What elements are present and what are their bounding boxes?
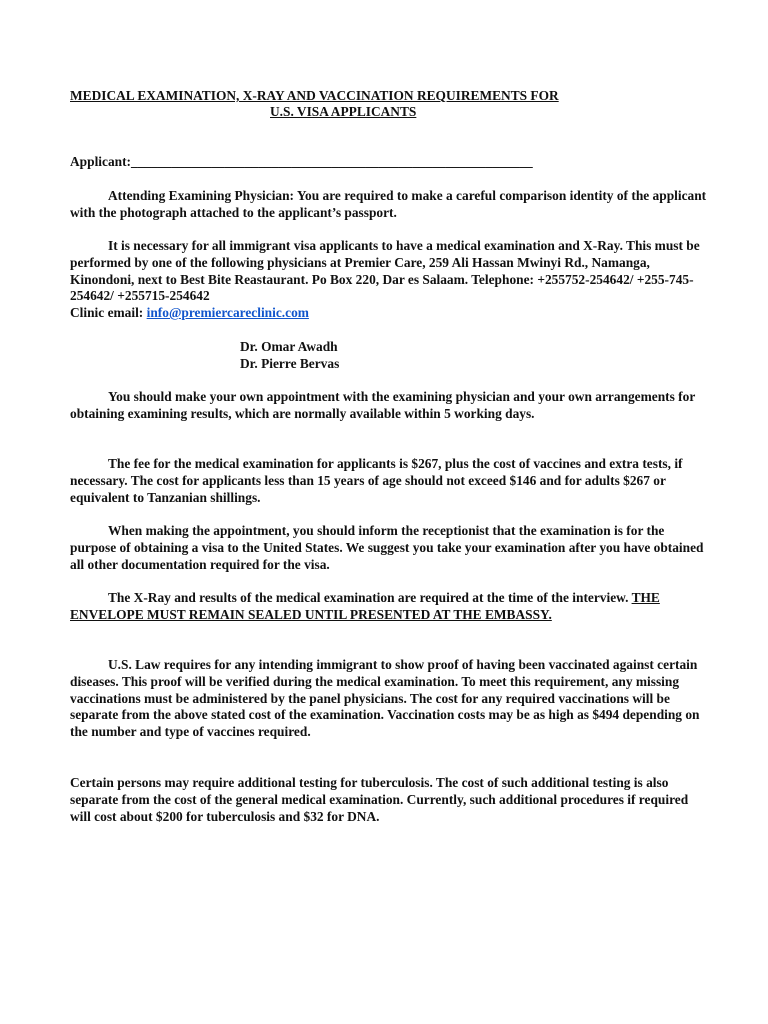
clinic-email-link[interactable]: info@premiercareclinic.com xyxy=(146,305,309,321)
paragraph-medical-requirement-text: It is necessary for all immigrant visa applicants to have a medical examination and X-Ray. This must be performed by one of the following physicians at Premier Care, 259 Ali Hassan Mwinyi Rd., Namanga, Kinondoni, next to Best Bite Reastaurant. Po Box 220, Dar es Salaam. Telephone: +255752-254642/ +255-745-254642/ +255715-254642 xyxy=(70,238,700,304)
clinic-email-label: Clinic email: xyxy=(70,305,144,321)
clinic-email-line xyxy=(70,305,710,322)
document-title-line-2: U.S. VISA APPLICANTS xyxy=(270,104,417,119)
document-title-line-1: MEDICAL EXAMINATION, X-RAY AND VACCINATION REQUIREMENTS FOR xyxy=(70,88,559,103)
paragraph-appointment: You should make your own appointment with the examining physician and your own arrangements for obtaining examining results, which are normally available within 5 working days. xyxy=(70,389,696,421)
paragraph-vaccination: U.S. Law requires for any intending immigrant to show proof of having been vaccinated against certain diseases. This proof will be verified during the medical examination. To meet this requirement, any missing vaccinations must be administered by the panel physicians. The cost for any required vaccinations will be separate from the above stated cost of the examination. Vaccination costs may be as high as $494 depending on the number and type of vaccines required. xyxy=(70,657,700,740)
paragraph-fees: The fee for the medical examination for applicants is $267, plus the cost of vaccines and extra tests, if necessary. The cost for applicants less than 15 years of age should not exceed $146 and for adults $267 or equivalent to Tanzanian shillings. xyxy=(70,456,683,505)
paragraph-medical-requirement xyxy=(70,238,710,322)
doctor-name-1: Dr. Omar Awadh xyxy=(240,339,338,354)
paragraph-receptionist: When making the appointment, you should inform the receptionist that the examination is for the purpose of obtaining a visa to the United States. We suggest you take your examination after you have obtained all other documentation required for the visa. xyxy=(70,523,704,572)
paragraph-xray-text: The X-Ray and results of the medical examination are required at the time of the interview. xyxy=(108,590,629,605)
paragraph-physician-instructions: Attending Examining Physician: You are required to make a careful comparison identity of the applicant with the photograph attached to the applicant’s passport. xyxy=(70,188,707,220)
paragraph-xray-envelope xyxy=(70,590,710,624)
applicant-blank: ____________________________________________________________ xyxy=(131,154,533,169)
sealed-envelope-notice: THE ENVELOPE MUST REMAIN SEALED UNTIL PRESENTED AT THE EMBASSY. xyxy=(70,590,660,622)
doctor-name-2: Dr. Pierre Bervas xyxy=(240,356,340,371)
paragraph-tuberculosis: Certain persons may require additional testing for tuberculosis. The cost of such additional testing is also separate from the cost of the general medical examination. Currently, such additional procedures if required will cost about $200 for tuberculosis and $32 for DNA. xyxy=(70,775,689,824)
applicant-label: Applicant: xyxy=(70,154,132,169)
applicant-line xyxy=(70,154,533,171)
